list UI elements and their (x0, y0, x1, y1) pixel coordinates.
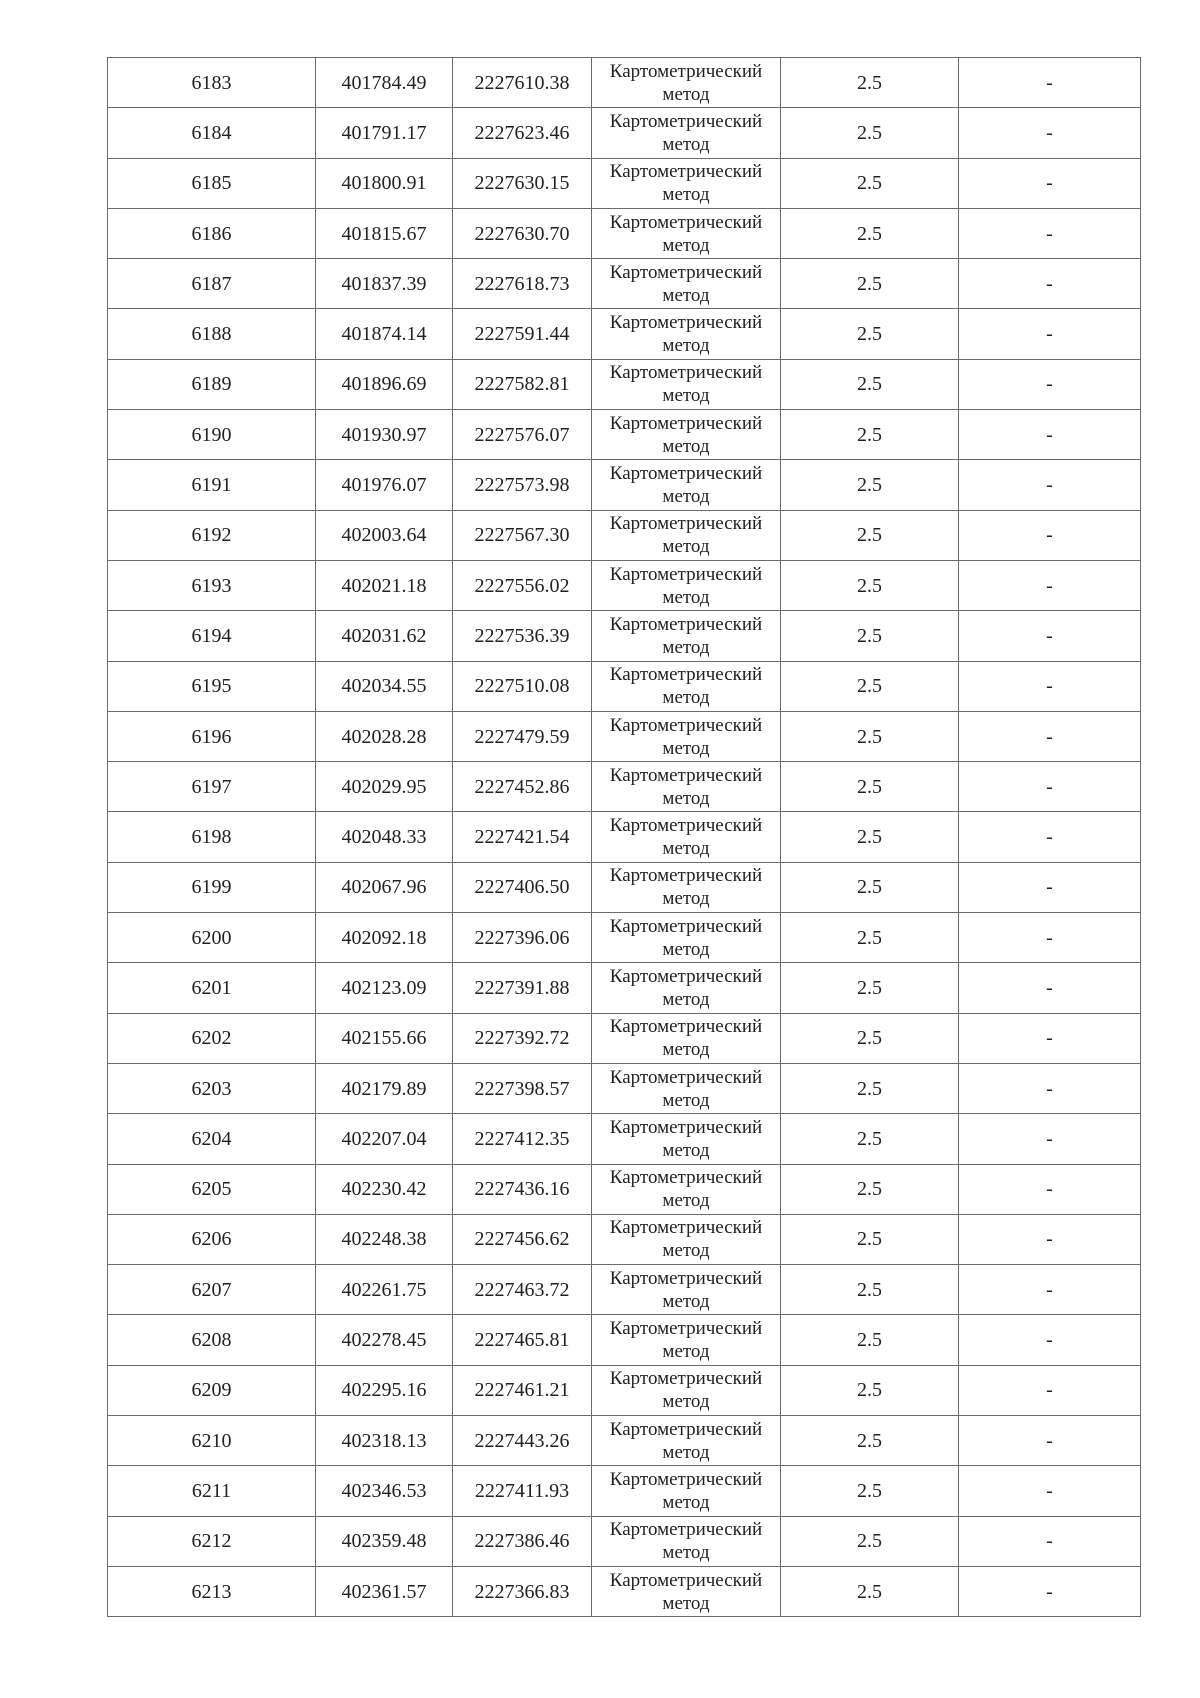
accuracy-cell: 2.5 (781, 158, 959, 208)
accuracy-cell: 2.5 (781, 1416, 959, 1466)
table-row (108, 309, 1141, 359)
accuracy-cell: 2.5 (781, 1164, 959, 1214)
x-coordinate-cell: 402031.62 (316, 611, 453, 661)
note-cell: - (959, 460, 1141, 510)
method-text-line1: Картометрический (609, 1217, 763, 1239)
method-cell (592, 1416, 781, 1466)
x-coordinate-cell: 402248.38 (316, 1214, 453, 1264)
note-cell: - (959, 611, 1141, 661)
accuracy-cell: 2.5 (781, 460, 959, 510)
method-cell (592, 711, 781, 761)
method-text-line2: метод (662, 1089, 710, 1111)
method-text-line1: Картометрический (609, 664, 763, 686)
accuracy-cell: 2.5 (781, 1265, 959, 1315)
method-cell (592, 1063, 781, 1113)
point-number-cell: 6210 (108, 1416, 316, 1466)
point-number-cell: 6211 (108, 1466, 316, 1516)
method-text-line1: Картометрический (609, 1167, 763, 1189)
table-row (108, 1164, 1141, 1214)
point-number-cell: 6190 (108, 410, 316, 460)
note-cell: - (959, 560, 1141, 610)
method-text-line1: Картометрический (609, 1016, 763, 1038)
note-cell: - (959, 359, 1141, 409)
point-number-cell: 6199 (108, 862, 316, 912)
method-text-line2: метод (662, 83, 710, 105)
note-cell: - (959, 1013, 1141, 1063)
x-coordinate-cell: 402123.09 (316, 963, 453, 1013)
accuracy-cell: 2.5 (781, 410, 959, 460)
point-number-cell: 6202 (108, 1013, 316, 1063)
method-cell (592, 812, 781, 862)
table-row (108, 862, 1141, 912)
x-coordinate-cell: 402318.13 (316, 1416, 453, 1466)
note-cell: - (959, 711, 1141, 761)
method-text-line1: Картометрический (609, 815, 763, 837)
note-cell: - (959, 1063, 1141, 1113)
x-coordinate-cell: 402021.18 (316, 560, 453, 610)
method-text-line1: Картометрический (609, 1116, 763, 1138)
method-cell (592, 913, 781, 963)
method-text-line2: метод (662, 737, 710, 759)
note-cell: - (959, 1566, 1141, 1616)
point-number-cell: 6189 (108, 359, 316, 409)
method-text-line2: метод (662, 1190, 710, 1212)
method-text-line1: Картометрический (609, 412, 763, 434)
method-text-line1: Картометрический (609, 463, 763, 485)
method-text-line2: метод (662, 234, 710, 256)
table-row (108, 1566, 1141, 1616)
x-coordinate-cell: 402003.64 (316, 510, 453, 560)
note-cell: - (959, 1516, 1141, 1566)
x-coordinate-cell: 401815.67 (316, 208, 453, 258)
accuracy-cell: 2.5 (781, 1214, 959, 1264)
point-number-cell: 6186 (108, 208, 316, 258)
point-number-cell: 6213 (108, 1566, 316, 1616)
method-text-line2: метод (662, 184, 710, 206)
method-text-line1: Картометрический (609, 161, 763, 183)
x-coordinate-cell: 402346.53 (316, 1466, 453, 1516)
y-coordinate-cell: 2227479.59 (453, 711, 592, 761)
table-row (108, 1214, 1141, 1264)
x-coordinate-cell: 402261.75 (316, 1265, 453, 1315)
accuracy-cell: 2.5 (781, 913, 959, 963)
method-text-line1: Картометрический (609, 110, 763, 132)
table-row (108, 1265, 1141, 1315)
method-cell (592, 1013, 781, 1063)
point-number-cell: 6201 (108, 963, 316, 1013)
accuracy-cell: 2.5 (781, 560, 959, 610)
point-number-cell: 6188 (108, 309, 316, 359)
y-coordinate-cell: 2227386.46 (453, 1516, 592, 1566)
point-number-cell: 6205 (108, 1164, 316, 1214)
y-coordinate-cell: 2227412.35 (453, 1114, 592, 1164)
point-number-cell: 6187 (108, 259, 316, 309)
method-cell (592, 510, 781, 560)
y-coordinate-cell: 2227392.72 (453, 1013, 592, 1063)
table-row (108, 359, 1141, 409)
method-text-line2: метод (662, 284, 710, 306)
table-row (108, 460, 1141, 510)
method-text-line2: метод (662, 1592, 710, 1614)
accuracy-cell: 2.5 (781, 510, 959, 560)
table-row (108, 1063, 1141, 1113)
y-coordinate-cell: 2227398.57 (453, 1063, 592, 1113)
method-text-line1: Картометрический (609, 1468, 763, 1490)
x-coordinate-cell: 402028.28 (316, 711, 453, 761)
method-text-line1: Картометрический (609, 563, 763, 585)
note-cell: - (959, 1365, 1141, 1415)
note-cell: - (959, 208, 1141, 258)
table-row (108, 1466, 1141, 1516)
x-coordinate-cell: 401800.91 (316, 158, 453, 208)
method-text-line1: Картометрический (609, 865, 763, 887)
table-row (108, 1365, 1141, 1415)
method-text-line1: Картометрический (609, 1318, 763, 1340)
method-text-line1: Картометрический (609, 915, 763, 937)
method-text-line1: Картометрический (609, 362, 763, 384)
method-cell (592, 611, 781, 661)
y-coordinate-cell: 2227436.16 (453, 1164, 592, 1214)
method-text-line2: метод (662, 838, 710, 860)
x-coordinate-cell: 402179.89 (316, 1063, 453, 1113)
accuracy-cell: 2.5 (781, 359, 959, 409)
method-text-line1: Картометрический (609, 1519, 763, 1541)
x-coordinate-cell: 402092.18 (316, 913, 453, 963)
point-number-cell: 6209 (108, 1365, 316, 1415)
note-cell: - (959, 963, 1141, 1013)
accuracy-cell: 2.5 (781, 1063, 959, 1113)
x-coordinate-cell: 401874.14 (316, 309, 453, 359)
table-row (108, 108, 1141, 158)
method-text-line2: метод (662, 1441, 710, 1463)
method-cell (592, 359, 781, 409)
table-row (108, 560, 1141, 610)
note-cell: - (959, 812, 1141, 862)
point-number-cell: 6191 (108, 460, 316, 510)
note-cell: - (959, 1466, 1141, 1516)
note-cell: - (959, 410, 1141, 460)
method-text-line1: Картометрический (609, 613, 763, 635)
y-coordinate-cell: 2227452.86 (453, 762, 592, 812)
method-text-line2: метод (662, 133, 710, 155)
note-cell: - (959, 1315, 1141, 1365)
method-cell (592, 1214, 781, 1264)
y-coordinate-cell: 2227443.26 (453, 1416, 592, 1466)
method-cell (592, 259, 781, 309)
method-cell (592, 661, 781, 711)
y-coordinate-cell: 2227465.81 (453, 1315, 592, 1365)
y-coordinate-cell: 2227411.93 (453, 1466, 592, 1516)
table-body (108, 58, 1141, 1617)
accuracy-cell: 2.5 (781, 108, 959, 158)
table-row (108, 913, 1141, 963)
method-cell (592, 1265, 781, 1315)
method-text-line1: Картометрический (609, 714, 763, 736)
x-coordinate-cell: 402029.95 (316, 762, 453, 812)
y-coordinate-cell: 2227366.83 (453, 1566, 592, 1616)
table-row (108, 208, 1141, 258)
point-number-cell: 6194 (108, 611, 316, 661)
method-cell (592, 1114, 781, 1164)
method-text-line2: метод (662, 1039, 710, 1061)
x-coordinate-cell: 402230.42 (316, 1164, 453, 1214)
note-cell: - (959, 1265, 1141, 1315)
point-number-cell: 6185 (108, 158, 316, 208)
table-row (108, 711, 1141, 761)
y-coordinate-cell: 2227567.30 (453, 510, 592, 560)
table-row (108, 812, 1141, 862)
note-cell: - (959, 1214, 1141, 1264)
x-coordinate-cell: 402155.66 (316, 1013, 453, 1063)
method-cell (592, 560, 781, 610)
accuracy-cell: 2.5 (781, 1566, 959, 1616)
table-row (108, 1516, 1141, 1566)
method-text-line1: Картометрический (609, 211, 763, 233)
y-coordinate-cell: 2227610.38 (453, 58, 592, 108)
y-coordinate-cell: 2227630.70 (453, 208, 592, 258)
accuracy-cell: 2.5 (781, 1114, 959, 1164)
table-row (108, 963, 1141, 1013)
method-text-line2: метод (662, 938, 710, 960)
method-cell (592, 410, 781, 460)
accuracy-cell: 2.5 (781, 1013, 959, 1063)
y-coordinate-cell: 2227456.62 (453, 1214, 592, 1264)
accuracy-cell: 2.5 (781, 812, 959, 862)
y-coordinate-cell: 2227463.72 (453, 1265, 592, 1315)
method-text-line2: метод (662, 1542, 710, 1564)
method-text-line1: Картометрический (609, 312, 763, 334)
note-cell: - (959, 158, 1141, 208)
x-coordinate-cell: 401896.69 (316, 359, 453, 409)
method-text-line2: метод (662, 1391, 710, 1413)
x-coordinate-cell: 401784.49 (316, 58, 453, 108)
note-cell: - (959, 1114, 1141, 1164)
method-text-line1: Картометрический (609, 1569, 763, 1591)
x-coordinate-cell: 401791.17 (316, 108, 453, 158)
point-number-cell: 6208 (108, 1315, 316, 1365)
method-cell (592, 862, 781, 912)
note-cell: - (959, 58, 1141, 108)
x-coordinate-cell: 401930.97 (316, 410, 453, 460)
y-coordinate-cell: 2227576.07 (453, 410, 592, 460)
table-row (108, 661, 1141, 711)
note-cell: - (959, 762, 1141, 812)
method-text-line2: метод (662, 586, 710, 608)
method-text-line2: метод (662, 888, 710, 910)
method-text-line1: Картометрический (609, 1418, 763, 1440)
point-number-cell: 6207 (108, 1265, 316, 1315)
accuracy-cell: 2.5 (781, 309, 959, 359)
y-coordinate-cell: 2227630.15 (453, 158, 592, 208)
y-coordinate-cell: 2227618.73 (453, 259, 592, 309)
y-coordinate-cell: 2227591.44 (453, 309, 592, 359)
table-row (108, 1416, 1141, 1466)
x-coordinate-cell: 402359.48 (316, 1516, 453, 1566)
point-number-cell: 6212 (108, 1516, 316, 1566)
accuracy-cell: 2.5 (781, 611, 959, 661)
method-cell (592, 1315, 781, 1365)
y-coordinate-cell: 2227556.02 (453, 560, 592, 610)
table-row (108, 259, 1141, 309)
note-cell: - (959, 661, 1141, 711)
table-row (108, 762, 1141, 812)
method-cell (592, 1566, 781, 1616)
table-row (108, 410, 1141, 460)
point-number-cell: 6204 (108, 1114, 316, 1164)
table-row (108, 510, 1141, 560)
method-text-line2: метод (662, 1240, 710, 1262)
x-coordinate-cell: 402278.45 (316, 1315, 453, 1365)
method-text-line1: Картометрический (609, 261, 763, 283)
method-text-line2: метод (662, 988, 710, 1010)
method-cell (592, 158, 781, 208)
method-text-line2: метод (662, 1341, 710, 1363)
point-number-cell: 6195 (108, 661, 316, 711)
method-cell (592, 108, 781, 158)
method-cell (592, 1516, 781, 1566)
x-coordinate-cell: 402067.96 (316, 862, 453, 912)
x-coordinate-cell: 401976.07 (316, 460, 453, 510)
method-cell (592, 460, 781, 510)
method-text-line2: метод (662, 385, 710, 407)
accuracy-cell: 2.5 (781, 862, 959, 912)
method-cell (592, 1466, 781, 1516)
point-number-cell: 6200 (108, 913, 316, 963)
method-text-line2: метод (662, 486, 710, 508)
point-number-cell: 6198 (108, 812, 316, 862)
y-coordinate-cell: 2227536.39 (453, 611, 592, 661)
point-number-cell: 6206 (108, 1214, 316, 1264)
accuracy-cell: 2.5 (781, 208, 959, 258)
accuracy-cell: 2.5 (781, 762, 959, 812)
method-text-line1: Картометрический (609, 764, 763, 786)
accuracy-cell: 2.5 (781, 711, 959, 761)
table-row (108, 611, 1141, 661)
table-row (108, 158, 1141, 208)
method-text-line2: метод (662, 435, 710, 457)
note-cell: - (959, 510, 1141, 560)
table-row (108, 1315, 1141, 1365)
y-coordinate-cell: 2227396.06 (453, 913, 592, 963)
method-text-line2: метод (662, 536, 710, 558)
method-cell (592, 58, 781, 108)
note-cell: - (959, 309, 1141, 359)
method-text-line2: метод (662, 787, 710, 809)
note-cell: - (959, 1164, 1141, 1214)
method-text-line2: метод (662, 335, 710, 357)
method-cell (592, 309, 781, 359)
note-cell: - (959, 1416, 1141, 1466)
y-coordinate-cell: 2227391.88 (453, 963, 592, 1013)
point-number-cell: 6192 (108, 510, 316, 560)
method-cell (592, 1365, 781, 1415)
x-coordinate-cell: 402361.57 (316, 1566, 453, 1616)
method-text-line1: Картометрический (609, 1368, 763, 1390)
y-coordinate-cell: 2227510.08 (453, 661, 592, 711)
method-text-line2: метод (662, 636, 710, 658)
accuracy-cell: 2.5 (781, 1365, 959, 1415)
point-number-cell: 6183 (108, 58, 316, 108)
accuracy-cell: 2.5 (781, 1466, 959, 1516)
method-cell (592, 1164, 781, 1214)
method-text-line1: Картометрический (609, 60, 763, 82)
method-text-line2: метод (662, 1139, 710, 1161)
note-cell: - (959, 259, 1141, 309)
accuracy-cell: 2.5 (781, 963, 959, 1013)
y-coordinate-cell: 2227582.81 (453, 359, 592, 409)
accuracy-cell: 2.5 (781, 58, 959, 108)
method-text-line2: метод (662, 1491, 710, 1513)
method-text-line1: Картометрический (609, 513, 763, 535)
method-cell (592, 762, 781, 812)
method-text-line1: Картометрический (609, 965, 763, 987)
method-cell (592, 208, 781, 258)
y-coordinate-cell: 2227623.46 (453, 108, 592, 158)
accuracy-cell: 2.5 (781, 259, 959, 309)
y-coordinate-cell: 2227461.21 (453, 1365, 592, 1415)
x-coordinate-cell: 402295.16 (316, 1365, 453, 1415)
accuracy-cell: 2.5 (781, 1315, 959, 1365)
point-number-cell: 6197 (108, 762, 316, 812)
table-row (108, 1013, 1141, 1063)
y-coordinate-cell: 2227573.98 (453, 460, 592, 510)
table-row (108, 1114, 1141, 1164)
x-coordinate-cell: 402034.55 (316, 661, 453, 711)
coordinates-table (107, 57, 1141, 1617)
x-coordinate-cell: 402048.33 (316, 812, 453, 862)
table-row (108, 58, 1141, 108)
point-number-cell: 6196 (108, 711, 316, 761)
point-number-cell: 6193 (108, 560, 316, 610)
y-coordinate-cell: 2227421.54 (453, 812, 592, 862)
note-cell: - (959, 862, 1141, 912)
method-text-line2: метод (662, 687, 710, 709)
method-text-line1: Картометрический (609, 1267, 763, 1289)
method-cell (592, 963, 781, 1013)
method-text-line1: Картометрический (609, 1066, 763, 1088)
accuracy-cell: 2.5 (781, 1516, 959, 1566)
point-number-cell: 6203 (108, 1063, 316, 1113)
x-coordinate-cell: 402207.04 (316, 1114, 453, 1164)
method-text-line2: метод (662, 1290, 710, 1312)
accuracy-cell: 2.5 (781, 661, 959, 711)
note-cell: - (959, 913, 1141, 963)
note-cell: - (959, 108, 1141, 158)
point-number-cell: 6184 (108, 108, 316, 158)
y-coordinate-cell: 2227406.50 (453, 862, 592, 912)
x-coordinate-cell: 401837.39 (316, 259, 453, 309)
